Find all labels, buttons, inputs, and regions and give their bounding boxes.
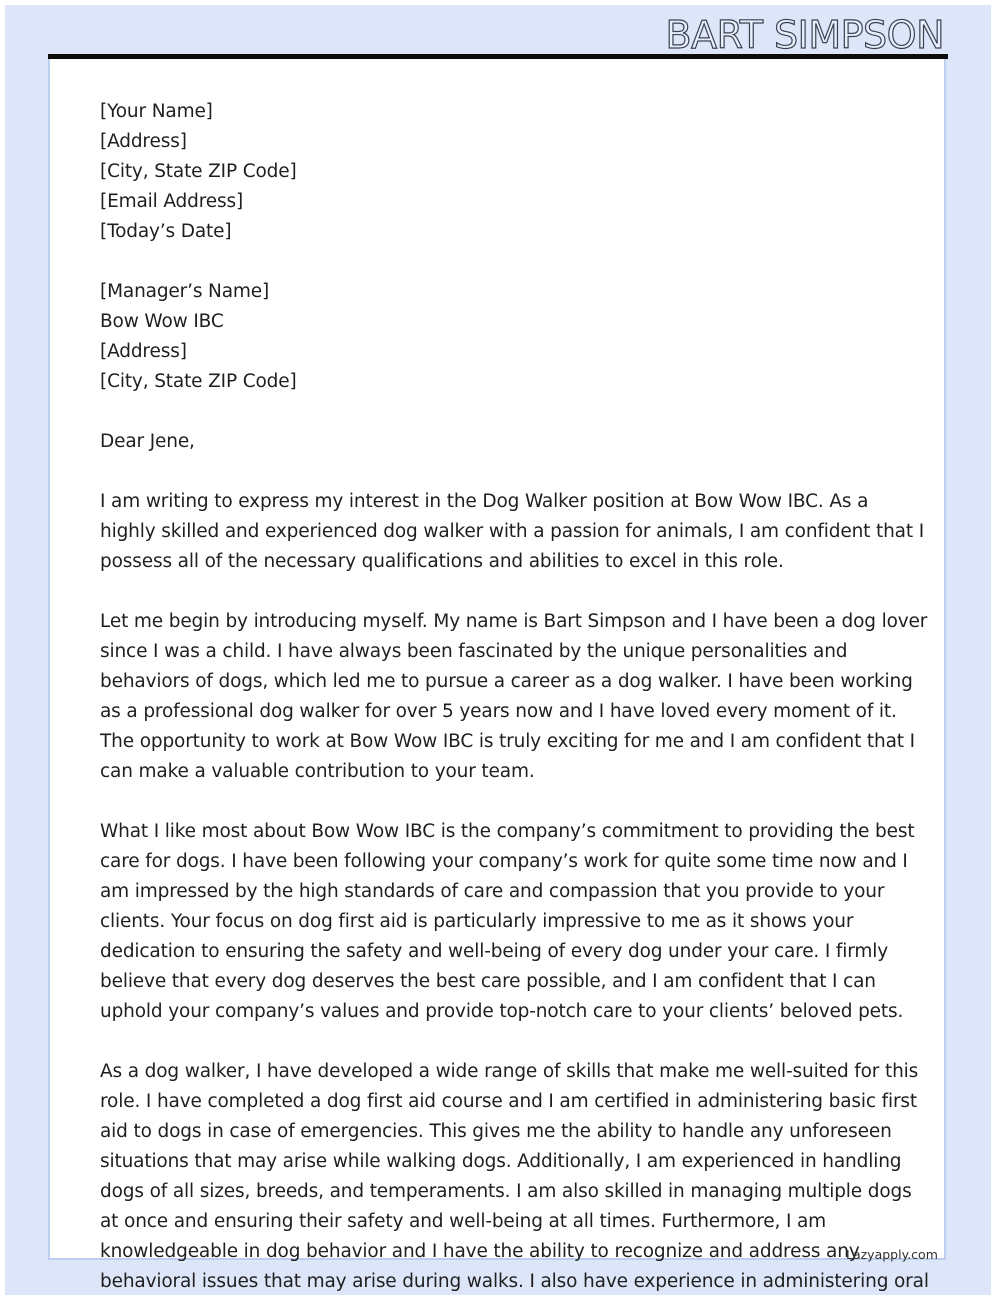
paragraph-line: What I like most about Bow Wow IBC is the company’s commitment to providing the best (100, 821, 915, 842)
paragraph-line: The opportunity to work at Bow Wow IBC is truly exciting for me and I am confident that I (100, 731, 915, 752)
paragraph-line: Let me begin by introducing myself. My name is Bart Simpson and I have been a dog lover (100, 611, 928, 632)
paragraph-line: I am writing to express my interest in the Dog Walker position at Bow Wow IBC. As a (100, 491, 869, 512)
paragraph-line: as a professional dog walker for over 5 years now and I have loved every moment of it. (100, 701, 897, 722)
paragraph-line: role. I have completed a dog first aid course and I am certified in administering basic first (100, 1091, 918, 1112)
recipient-block (100, 277, 900, 397)
paragraph-2 (100, 607, 928, 787)
paragraph-line: knowledgeable in dog behavior and I have the ability to recognize and address any (100, 1241, 860, 1262)
paragraph-line: care for dogs. I have been following your company’s work for quite some time now and I (100, 851, 908, 872)
paragraph-line: clients. Your focus on dog first aid is particularly impressive to me as it shows your (100, 911, 854, 932)
recipient-company: Bow Wow IBC (100, 311, 224, 332)
paragraph-line: dedication to ensuring the safety and well-being of every dog under your care. I firmly (100, 941, 889, 962)
paragraph-4 (100, 1057, 929, 1297)
recipient-manager: [Manager’s Name] (100, 281, 270, 302)
paragraph-line: behavioral issues that may arise during walks. I also have experience in administering oral (100, 1271, 929, 1292)
paragraph-line: believe that every dog deserves the best care possible, and I am confident that I can (100, 971, 876, 992)
paragraph-line: am impressed by the high standards of care and compassion that you provide to your (100, 881, 885, 902)
paragraph-1 (100, 487, 925, 577)
paragraph-line: possess all of the necessary qualifications and abilities to excel in this role. (100, 551, 784, 572)
paragraph-line: behaviors of dogs, which led me to pursue a career as a dog walker. I have been working (100, 671, 913, 692)
paragraph-line: dogs of all sizes, breeds, and temperaments. I am also skilled in managing multiple dogs (100, 1181, 912, 1202)
sender-block (100, 97, 900, 247)
sender-name: [Your Name] (100, 101, 213, 122)
salutation: Dear Jene, (100, 431, 195, 452)
header-name: BART SIMPSON (665, 13, 944, 57)
sender-city-state-zip: [City, State ZIP Code] (100, 161, 297, 182)
paragraph-line: highly skilled and experienced dog walker with a passion for animals, I am confident that I (100, 521, 925, 542)
recipient-city-state-zip: [City, State ZIP Code] (100, 371, 297, 392)
sender-address: [Address] (100, 131, 187, 152)
paragraph-3 (100, 817, 915, 1027)
recipient-address: [Address] (100, 341, 187, 362)
paragraph-line: at once and ensuring their safety and well-being at all times. Furthermore, I am (100, 1211, 827, 1232)
sender-email: [Email Address] (100, 191, 244, 212)
paragraph-line: aid to dogs in case of emergencies. This gives me the ability to handle any unforeseen (100, 1121, 892, 1142)
paragraph-line: since I was a child. I have always been fascinated by the unique personalities and (100, 641, 848, 662)
paragraph-line: situations that may arise while walking dogs. Additionally, I am experienced in handling (100, 1151, 902, 1172)
paragraph-line: can make a valuable contribution to your team. (100, 761, 535, 782)
paragraph-line: uphold your company’s values and provide top-notch care to your clients’ beloved pets. (100, 1001, 904, 1022)
paragraph-line: As a dog walker, I have developed a wide range of skills that make me well-suited for this (100, 1061, 919, 1082)
letter-body (100, 97, 929, 1297)
letter-date: [Today’s Date] (100, 221, 232, 242)
watermark-link[interactable]: Lazyapply.com (846, 1247, 938, 1262)
